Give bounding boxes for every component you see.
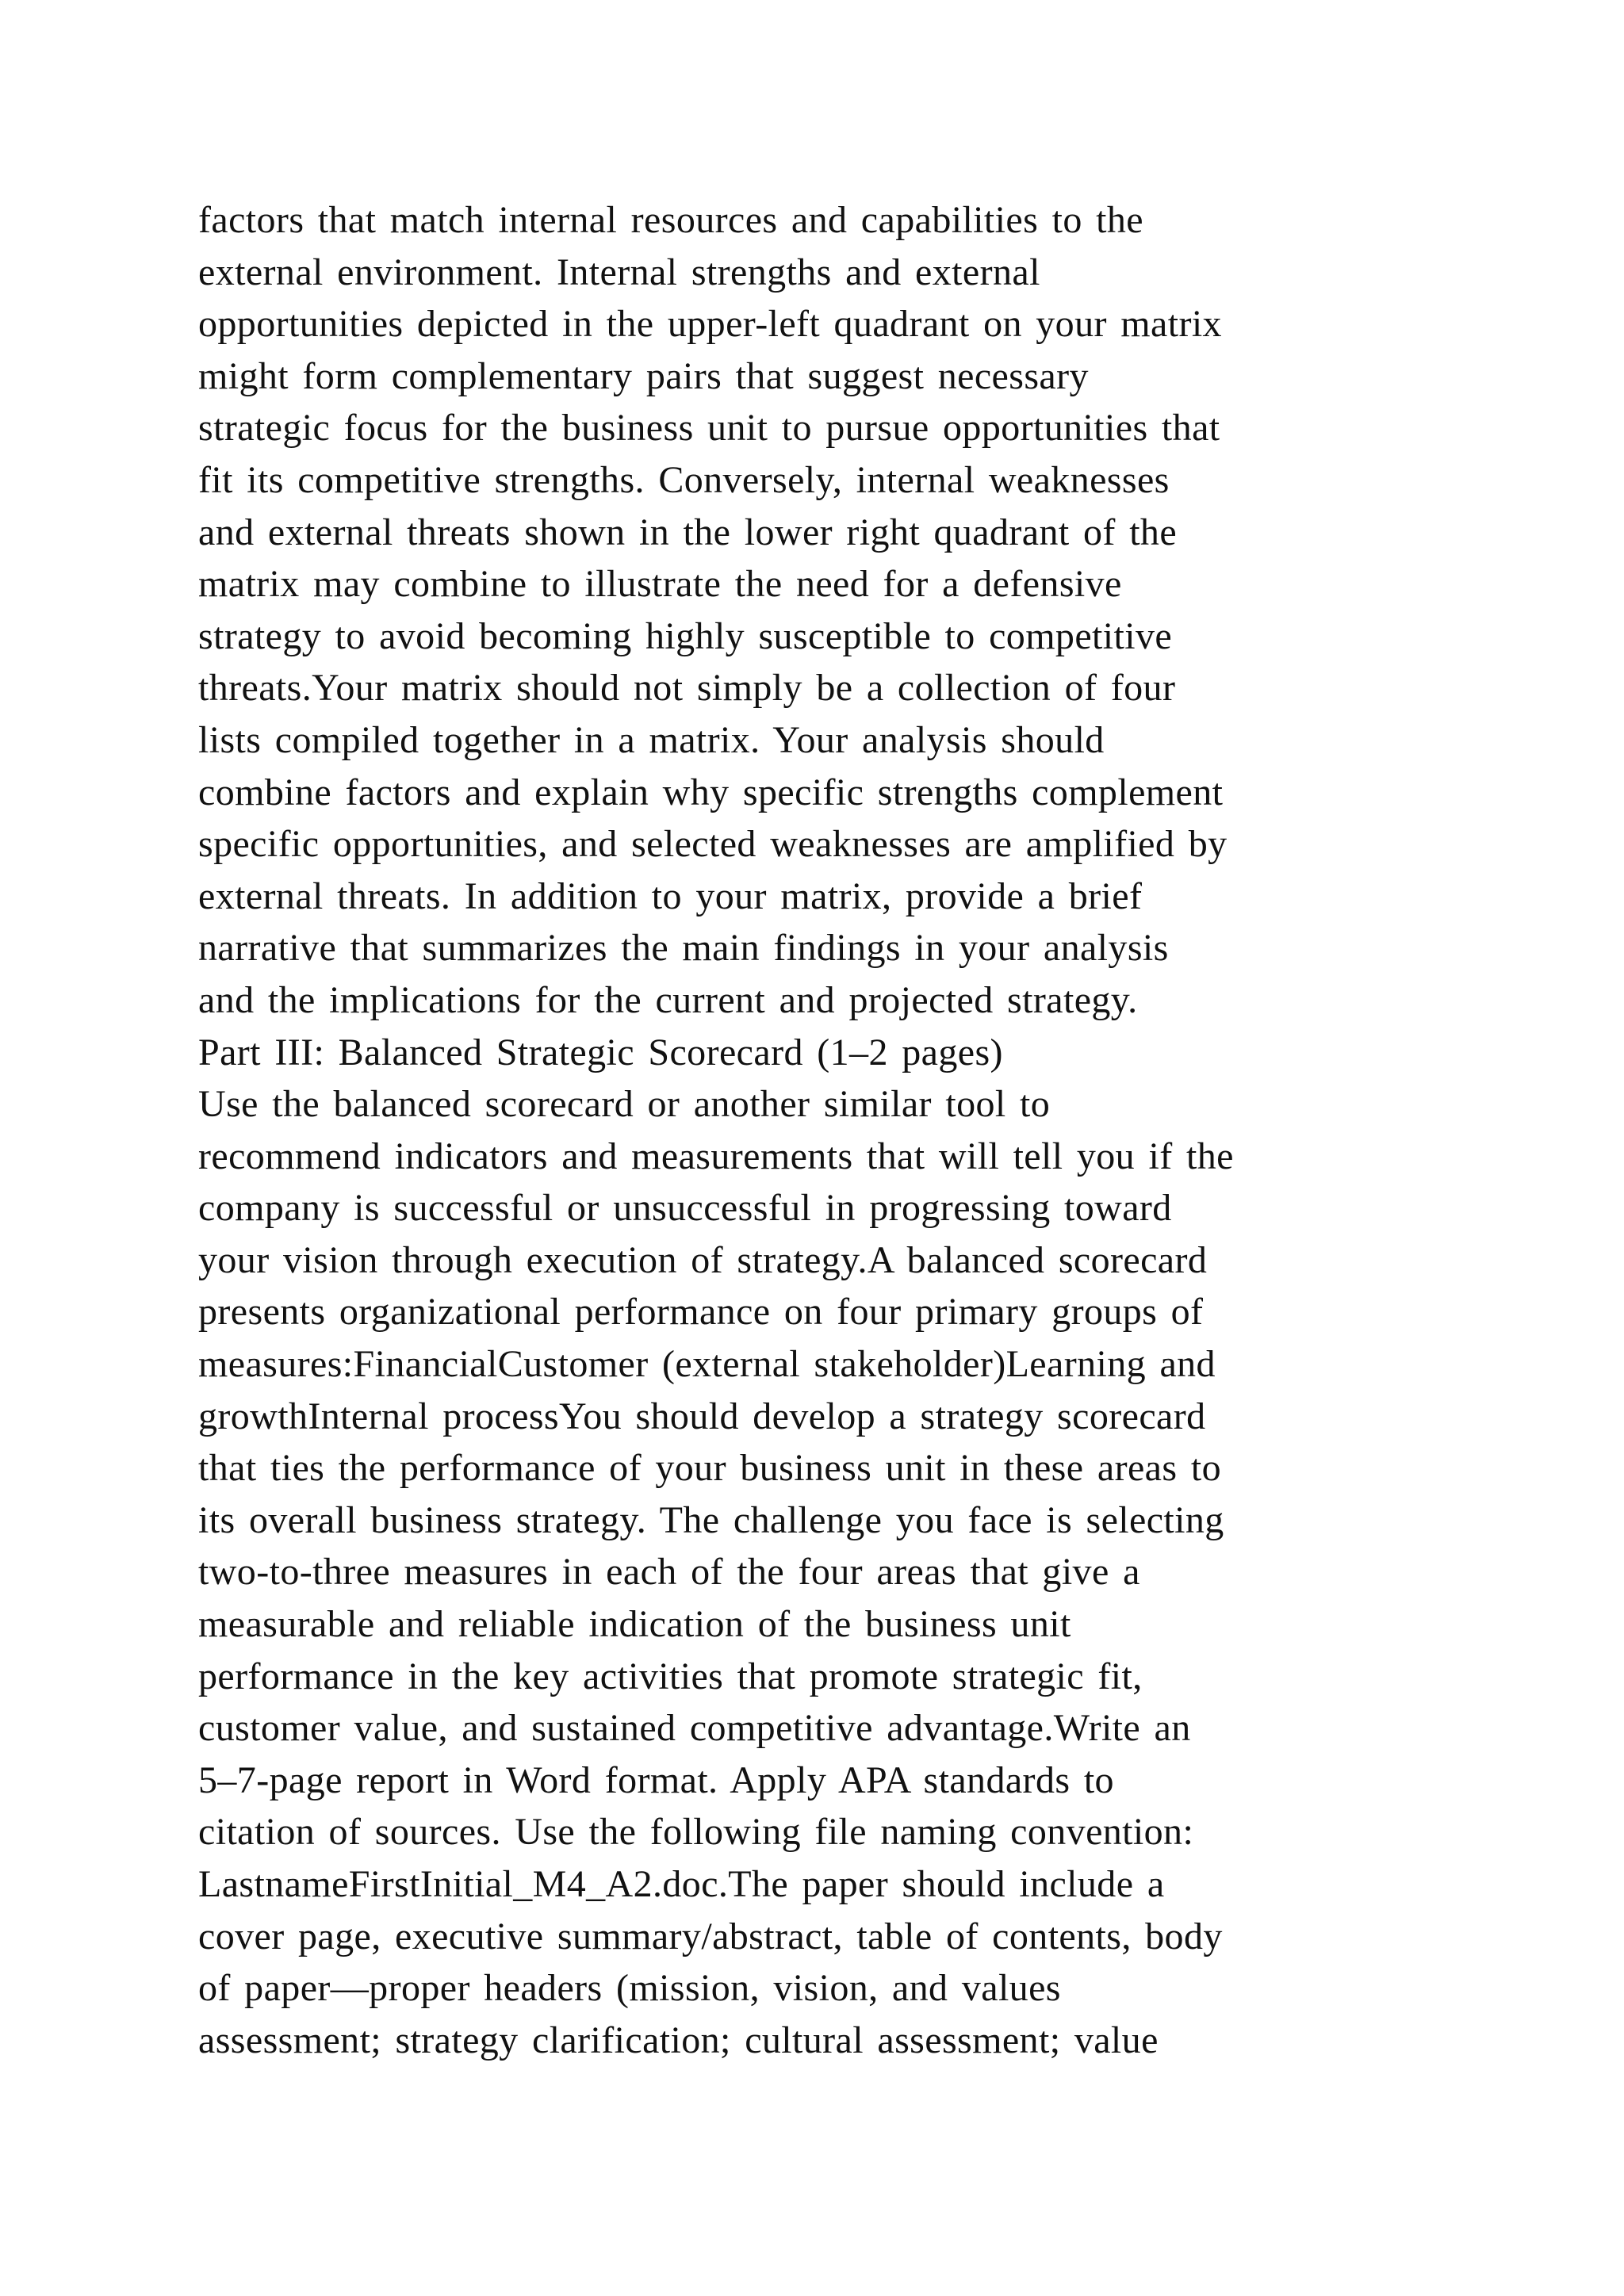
text-line: LastnameFirstInitial_M4_A2.doc.The paper should include a (198, 1863, 1165, 1905)
text-line: lists compiled together in a matrix. Your analysis should (198, 718, 1105, 761)
text-line: threats.Your matrix should not simply be a collection of four (198, 667, 1176, 710)
text-line: matrix may combine to illustrate the need for a defensive (198, 563, 1122, 606)
text-line: external threats. In addition to your matrix, provide a brief (198, 874, 1143, 917)
text-line: strategic focus for the business unit to pursue opportunities that (198, 407, 1220, 450)
section-heading: Part III: Balanced Strategic Scorecard (1–2 pages) (198, 1031, 1003, 1073)
text-line: opportunities depicted in the upper-left quadrant on your matrix (198, 303, 1222, 346)
text-line: and the implications for the current and projected strategy. (198, 978, 1138, 1021)
text-line: and external threats shown in the lower right quadrant of the (198, 511, 1178, 553)
text-line: your vision through execution of strategy.A balanced scorecard (198, 1238, 1208, 1281)
text-line: narrative that summarizes the main findings in your analysis (198, 927, 1169, 970)
text-line: 5–7-page report in Word format. Apply APA standards to (198, 1758, 1114, 1801)
text-line: might form complementary pairs that suggest necessary (198, 354, 1089, 397)
text-line: customer value, and sustained competitive advantage.Write an (198, 1707, 1191, 1750)
body-text (198, 194, 1435, 2066)
text-line: citation of sources. Use the following file naming convention: (198, 1811, 1194, 1854)
text-line: that ties the performance of your business unit in these areas to (198, 1447, 1221, 1490)
text-line: its overall business strategy. The challenge you face is selecting (198, 1498, 1224, 1541)
text-line: two-to-three measures in each of the four areas that give a (198, 1551, 1140, 1594)
text-line: combine factors and explain why specific strengths complement (198, 771, 1224, 813)
text-line: presents organizational performance on four primary groups of (198, 1291, 1204, 1334)
text-line: company is successful or unsuccessful in progressing toward (198, 1187, 1172, 1230)
text-line: factors that match internal resources and capabilities to the (198, 199, 1143, 241)
text-line: assessment; strategy clarification; cultural assessment; value (198, 2019, 1159, 2061)
text-line: measures:FinancialCustomer (external stakeholder)Learning and (198, 1343, 1216, 1386)
text-line: performance in the key activities that promote strategic fit, (198, 1655, 1143, 1697)
text-line: specific opportunities, and selected weaknesses are amplified by (198, 823, 1228, 866)
text-line: measurable and reliable indication of the business unit (198, 1603, 1071, 1646)
text-line: Use the balanced scorecard or another similar tool to (198, 1083, 1051, 1126)
text-line: fit its competitive strengths. Conversely, internal weaknesses (198, 458, 1170, 501)
text-line: of paper—proper headers (mission, vision, and values (198, 1967, 1061, 2010)
text-line: growthInternal processYou should develop a strategy scorecard (198, 1395, 1206, 1437)
text-line: recommend indicators and measurements that will tell you if the (198, 1135, 1234, 1177)
text-line: strategy to avoid becoming highly susceptible to competitive (198, 614, 1173, 657)
text-line: external environment. Internal strengths and external (198, 251, 1040, 293)
text-line: cover page, executive summary/abstract, table of contents, body (198, 1915, 1223, 1957)
